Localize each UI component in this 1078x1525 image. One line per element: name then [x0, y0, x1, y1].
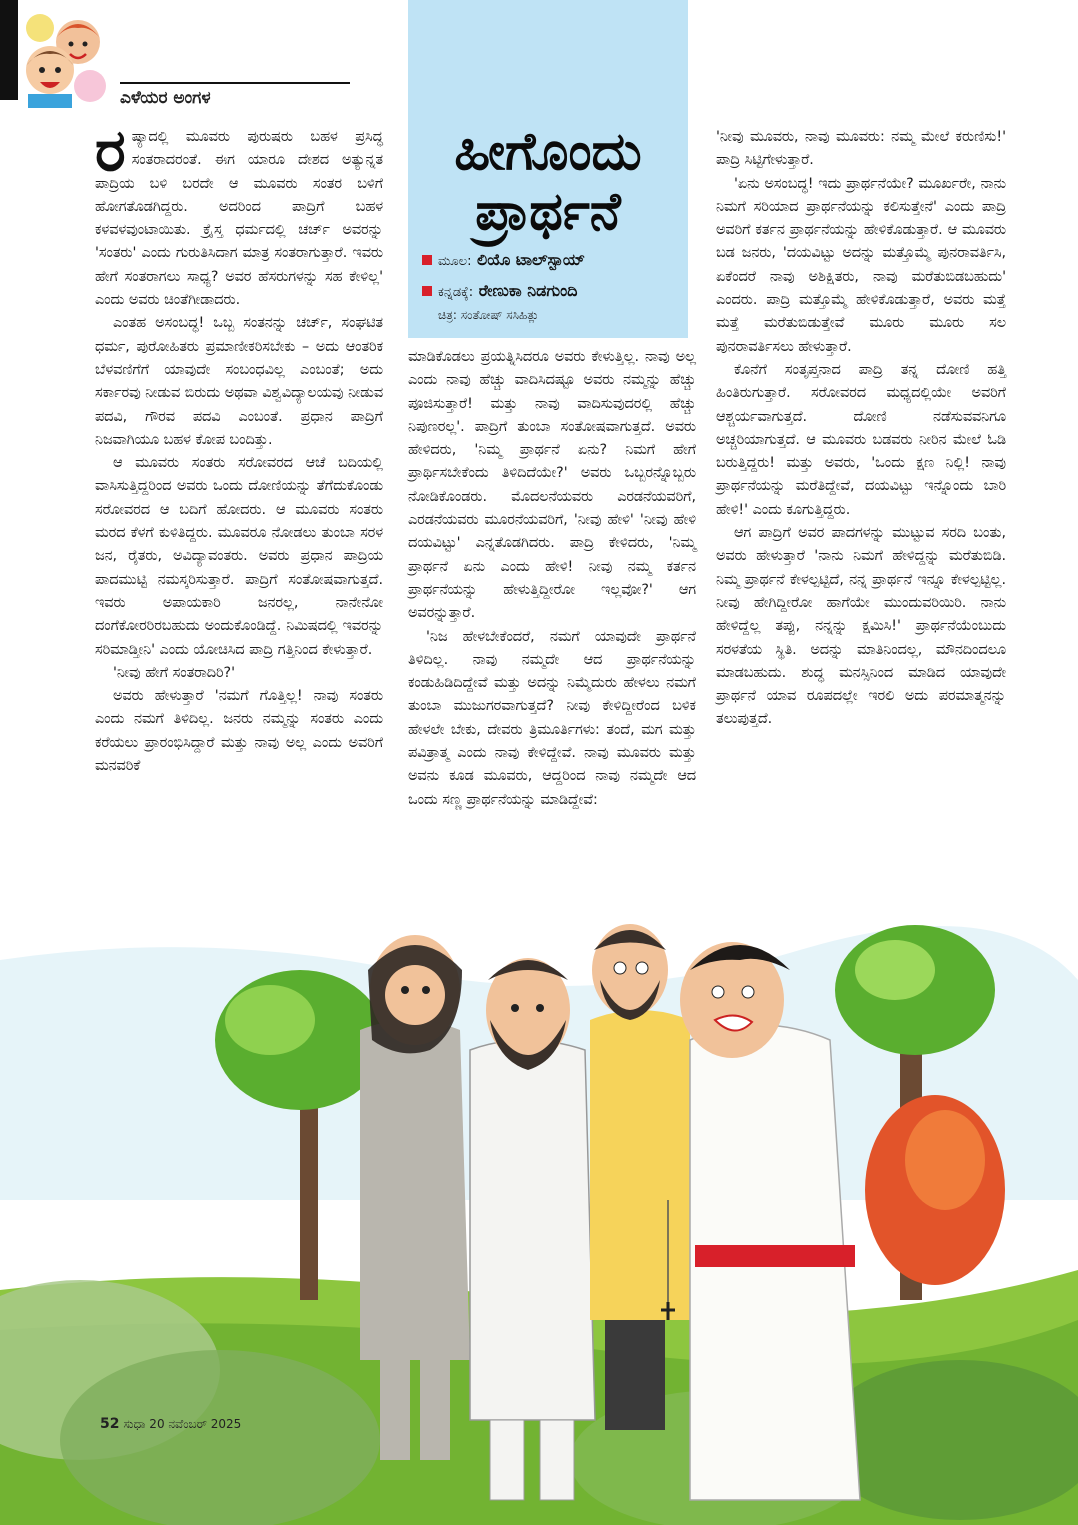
paragraph: 'ನಿಜ ಹೇಳಬೇಕೆಂದರೆ, ನಮಗೆ ಯಾವುದೇ ಪ್ರಾರ್ಥನೆ ತಿಳಿದಿಲ್ಲ. ನಾವು ನಮ್ಮದೇ ಆದ ಪ್ರಾರ್ಥನೆಯನ್ನು ಕಂಡುಹಿಡಿದಿದ್ದೇವೆ ಮತ್ತು ಅದನ್ನು ನಿಮ್ಮೆದುರು ಹೇಳಲು ನಮಗೆ ತುಂಬಾ ಮುಜುಗರವಾಗುತ್ತದೆ? ನೀವು ಕೇಳಿದ್ದೀರೆಂದ ಬಳಿಕ ಹೇಳಲೇ ಬೇಕು, ದೇವರು ತ್ರಿಮೂರ್ತಿಗಳು: ತಂದೆ, ಮಗ ಮತ್ತು ಪವಿತ್ರಾತ್ಮ ಎಂದು ನಾವು ಕೇಳಿದ್ದೇವೆ. ನಾವು ಮೂವರು ಮತ್ತು ಅವನು ಕೂಡ ಮೂವರು, ಆದ್ದರಿಂದ ನಾವು ನಮ್ಮದೇ ಆದ ಒಂದು ಸಣ್ಣ ಪ್ರಾರ್ಥನೆಯನ್ನು ಮಾಡಿದ್ದೇವೆ: [408, 628, 696, 808]
paragraph: 'ನೀವು ಹೇಗೆ ಸಂತರಾದಿರಿ?' [113, 664, 236, 681]
page-number: 52 [100, 1416, 120, 1432]
translator-credit [422, 281, 578, 301]
issue-info: ಸುಧಾ 20 ನವೆಂಬರ್ 2025 [123, 1417, 242, 1431]
section-title: ಎಳೆಯರ ಅಂಗಳ [120, 82, 350, 108]
kids-logo-icon [20, 8, 110, 108]
column-3 [716, 126, 1006, 732]
red-bullet-icon [422, 286, 432, 296]
paragraph: ಆ ಮೂವರು ಸಂತರು ಸರೋವರದ ಆಚೆ ಬದಿಯಲ್ಲಿ ವಾಸಿಸುತ್ತಿದ್ದರಿಂದ ಅವರು ಒಂದು ದೋಣಿಯನ್ನು ತೆಗೆದುಕೊಂಡು ಸರೋವರದ ಆ ಬದಿಗೆ ಹೋದರು. ಆ ಮೂವರು ಸಂತರು ಮರದ ಕೆಳಗೆ ಕುಳಿತಿದ್ದರು. ಮೂವರೂ ನೋಡಲು ತುಂಬಾ ಸರಳ ಜನ, ರೈತರು, ಅವಿದ್ಯಾವಂತರು. ಅವರು ಪ್ರಧಾನ ಪಾದ್ರಿಯ ಪಾದಮುಟ್ಟಿ ನಮಸ್ಕರಿಸುತ್ತಾರೆ. ಪಾದ್ರಿಗೆ ಸಂತೋಷವಾಗುತ್ತದೆ. ಇವರು ಅಪಾಯಕಾರಿ ಜನರಲ್ಲ, ನಾನೇನೋ ದಂಗೆಕೋರರಿರಬಹುದು ಅಂದುಕೊಂಡಿದ್ದೆ. ನಿಮಿಷದಲ್ಲಿ ಇವರನ್ನು ಸರಿಮಾಡ್ತೀನಿ' ಎಂದು ಯೋಚಿಸಿದ ಪಾದ್ರಿ ಗತ್ತಿನಿಂದ ಕೇಳುತ್ತಾರೆ. [95, 455, 383, 658]
column-1 [95, 116, 383, 778]
title-line-2: ಪ್ರಾರ್ಥನೆ [475, 182, 621, 242]
page-footer [100, 1416, 241, 1432]
paragraph: ಷ್ಯಾದಲ್ಲಿ ಮೂವರು ಪುರುಷರು ಬಹಳ ಪ್ರಸಿದ್ಧ ಸಂತರಾದರಂತೆ. ಈಗ ಯಾರೂ ದೇಶದ ಅತ್ಯುನ್ನತ ಪಾದ್ರಿಯ ಬಳಿ ಬರದೇ ಆ ಮೂವರು ಸಂತರ ಬಳಿಗೆ ಹೋಗತೊಡಗಿದ್ದರು. ಅದರಿಂದ ಪಾದ್ರಿಗೆ ಬಹಳ ಕಳವಳವುಂಟಾಯಿತು. ಕ್ರೈಸ್ತ ಧರ್ಮದಲ್ಲಿ ಚರ್ಚ್ ಅವರನ್ನು 'ಸಂತರು' ಎಂದು ಗುರುತಿಸಿದಾಗ ಮಾತ್ರ ಸಂತರಾಗುತ್ತಾರೆ. ಇವರು ಹೇಗೆ ಸಂತರಾಗಲು ಸಾಧ್ಯ? ಅವರ ಹೆಸರುಗಳನ್ನು ಸಹ ಕೇಳಿಲ್ಲ' ಎಂದು ಅವರು ಚಿಂತೆಗೀಡಾದರು. [95, 129, 383, 309]
source-name: ಲಿಯೊ ಟಾಲ್‌ಸ್ಟಾಯ್ [477, 250, 586, 269]
translator-name: ರೇಣುಕಾ ನಿಡಗುಂದಿ [478, 281, 578, 300]
red-bullet-icon [422, 255, 432, 265]
title-line-1: ಹೀಗೊಂದು [454, 122, 642, 182]
paragraph: 'ಏನು ಅಸಂಬದ್ಧ! ಇದು ಪ್ರಾರ್ಥನೆಯೇ? ಮೂರ್ಖರೇ, ನಾನು ನಿಮಗೆ ಸರಿಯಾದ ಪ್ರಾರ್ಥನೆಯನ್ನು ಕಲಿಸುತ್ತೇನೆ' ಎಂದು ಪಾದ್ರಿ ಅವರಿಗೆ ಕರ್ತನ ಪ್ರಾರ್ಥನೆಯನ್ನು ಹೇಳಿಕೊಡುತ್ತಾರೆ. ಆ ಮೂವರು ಬಡ ಜನರು, 'ದಯವಿಟ್ಟು ಅದನ್ನು ಮತ್ತೊಮ್ಮೆ ಪುನರಾವರ್ತಿಸಿ, ಏಕೆಂದರೆ ನಾವು ಅಶಿಕ್ಷಿತರು, ನಾವು ಮರೆತುಬಿಡಬಹುದು' ಎಂದರು. ಪಾದ್ರಿ ಮತ್ತೊಮ್ಮೆ ಹೇಳಿಕೊಡುತ್ತಾರೆ, ಅವರು ಮತ್ತೆ ಮತ್ತೆ ಮರೆತುಬಿಡುತ್ತೇವೆ ಮೂರು ಮೂರು ಸಲ ಪುನರಾವರ್ತಿಸಲು ಹೇಳುತ್ತಾರೆ. [716, 175, 1006, 355]
paragraph: ಅವರು ಹೇಳುತ್ತಾರೆ 'ನಮಗೆ ಗೊತ್ತಿಲ್ಲ! ನಾವು ಸಂತರು ಎಂದು ನಮಗೆ ತಿಳಿದಿಲ್ಲ. ಜನರು ನಮ್ಮನ್ನು ಸಂತರು ಎಂದು ಕರೆಯಲು ಪ್ರಾರಂಭಿಸಿದ್ದಾರೆ ಮತ್ತು ನಾವು ಅಲ್ಲ ಎಂದು ಅವರಿಗೆ ಮನವರಿಕೆ [95, 688, 383, 775]
column-2 [408, 346, 696, 812]
artist-credit: ಚಿತ್ರ: ಸಂತೋಷ್ ಸಸಿಹಿತ್ಲು [438, 308, 539, 322]
paragraph: ಮಾಡಿಕೊಡಲು ಪ್ರಯತ್ನಿಸಿದರೂ ಅವರು ಕೇಳುತ್ತಿಲ್ಲ. ನಾವು ಅಲ್ಲ ಎಂದು ನಾವು ಹೆಚ್ಚು ವಾದಿಸಿದಷ್ಟೂ ಅವರು ನಮ್ಮನ್ನು ಹೆಚ್ಚು ಪೂಜಿಸುತ್ತಾರೆ! ಮತ್ತು ನಾವು ವಾದಿಸುವುದರಲ್ಲಿ ಹೆಚ್ಚು ನಿಪುಣರಲ್ಲ'. ಪಾದ್ರಿಗೆ ತುಂಬಾ ಸಂತೋಷವಾಗುತ್ತದೆ. ಅವರು ಹೇಳಿದರು, 'ನಿಮ್ಮ ಪ್ರಾರ್ಥನೆ ಏನು? ನಿಮಗೆ ಹೇಗೆ ಪ್ರಾರ್ಥಿಸಬೇಕೆಂದು ತಿಳಿದಿದೆಯೇ?' ಅವರು ಒಬ್ಬರನ್ನೊಬ್ಬರು ನೋಡಿಕೊಂಡರು. ಮೊದಲನೆಯವರು ಎರಡನೆಯವರಿಗೆ, ಎರಡನೆಯವರು ಮೂರನೆಯವರಿಗೆ, 'ನೀವು ಹೇಳಿ' 'ನೀವು ಹೇಳಿ ದಯವಿಟ್ಟು' ಎನ್ನತೊಡಗಿದರು. ಪಾದ್ರಿ ಕೇಳಿದರು, 'ನಿಮ್ಮ ಪ್ರಾರ್ಥನೆ ಏನು ಎಂದು ಹೇಳಿ! ನೀವು ನಮ್ಮ ಕರ್ತನ ಪ್ರಾರ್ಥನೆಯನ್ನು ಹೇಳುತ್ತಿದ್ದೀರೋ ಇಲ್ಲವೋ?' ಆಗ ಅವರನ್ನುತ್ತಾರೆ. [408, 349, 696, 622]
source-label: ಮೂಲ: [438, 254, 472, 269]
translator-label: ಕನ್ನಡಕ್ಕೆ: [438, 285, 474, 300]
paragraph: ಆಗ ಪಾದ್ರಿಗೆ ಅವರ ಪಾದಗಳನ್ನು ಮುಟ್ಟುವ ಸರದಿ ಬಂತು, ಅವರು ಹೇಳುತ್ತಾರೆ 'ನಾನು ನಿಮಗೆ ಹೇಳಿದ್ದನ್ನು ಮರೆತುಬಿಡಿ. ನಿಮ್ಮ ಪ್ರಾರ್ಥನೆ ಕೇಳಲ್ಪಟ್ಟಿದೆ, ನನ್ನ ಪ್ರಾರ್ಥನೆ ಇನ್ನೂ ಕೇಳಲ್ಪಟ್ಟಿಲ್ಲ. ನೀವು ಹೇಗಿದ್ದೀರೋ ಹಾಗೆಯೇ ಮುಂದುವರಿಯಿರಿ. ನಾನು ಹೇಳಿದ್ದೆಲ್ಲ ತಪ್ಪು, ನನ್ನನ್ನು ಕ್ಷಮಿಸಿ!' ಪ್ರಾರ್ಥನೆಯೆಂಬುದು ಸರಳತೆಯ ಸ್ಥಿತಿ. ಅದನ್ನು ಮಾತಿನಿಂದಲ್ಲ, ಮೌನದಿಂದಲೂ ಮಾಡಬಹುದು. ಶುದ್ಧ ಮನಸ್ಸಿನಿಂದ ಮಾಡಿದ ಯಾವುದೇ ಪ್ರಾರ್ಥನೆ ಯಾವ ರೂಪದಲ್ಲೇ ಇರಲಿ ಅದು ಪರಮಾತ್ಮನನ್ನು ತಲುಪುತ್ತದೆ. [716, 525, 1006, 728]
corner-black-bar [0, 0, 18, 100]
source-credit [422, 250, 585, 270]
paragraph: ಎಂತಹ ಅಸಂಬದ್ಧ! ಒಬ್ಬ ಸಂತನನ್ನು ಚರ್ಚ್, ಸಂಘಟಿತ ಧರ್ಮ, ಪುರೋಹಿತರು ಪ್ರಮಾಣೀಕರಿಸಬೇಕು – ಅದು ಆಂತರಿಕ ಬೆಳವಣಿಗೆಗೆ ಯಾವುದೇ ಸಂಬಂಧವಿಲ್ಲ ಎಂಬಂತೆ; ಅದು ಸರ್ಕಾರವು ನೀಡುವ ಬಿರುದು ಅಥವಾ ವಿಶ್ವವಿದ್ಯಾಲಯವು ನೀಡುವ ಪದವಿ, ಗೌರವ ಪದವಿ ಎಂಬಂತೆ. ಪ್ರಧಾನ ಪಾದ್ರಿಗೆ ನಿಜವಾಗಿಯೂ ಬಹಳ ಕೋಪ ಬಂದಿತ್ತು. [95, 315, 383, 448]
paragraph: 'ನೀವು ಮೂವರು, ನಾವು ಮೂವರು: ನಮ್ಮ ಮೇಲೆ ಕರುಣಿಸು!' ಪಾದ್ರಿ ಸಿಟ್ಟಿಗೇಳುತ್ತಾರೆ. [716, 129, 1006, 169]
paragraph: ಕೊನೆಗೆ ಸಂತೃಪ್ತನಾದ ಪಾದ್ರಿ ತನ್ನ ದೋಣಿ ಹತ್ತಿ ಹಿಂತಿರುಗುತ್ತಾರೆ. ಸರೋವರದ ಮಧ್ಯದಲ್ಲಿಯೇ ಅವರಿಗೆ ಆಶ್ಚರ್ಯವಾಗುತ್ತದೆ. ದೋಣಿ ನಡೆಸುವವನಿಗೂ ಅಚ್ಚರಿಯಾಗುತ್ತದೆ. ಆ ಮೂವರು ಬಡವರು ನೀರಿನ ಮೇಲೆ ಓಡಿ ಬರುತ್ತಿದ್ದರು! ಮತ್ತು ಅವರು, 'ಒಂದು ಕ್ಷಣ ನಿಲ್ಲಿ! ನಾವು ಪ್ರಾರ್ಥನೆಯನ್ನು ಮರೆತಿದ್ದೇವೆ, ದಯವಿಟ್ಟು ಇನ್ನೊಂದು ಬಾರಿ ಹೇಳಿ!' ಎಂದು ಕೂಗುತ್ತಿದ್ದರು. [716, 361, 1006, 518]
drop-cap: ರ [95, 116, 126, 184]
title-box [408, 0, 688, 338]
